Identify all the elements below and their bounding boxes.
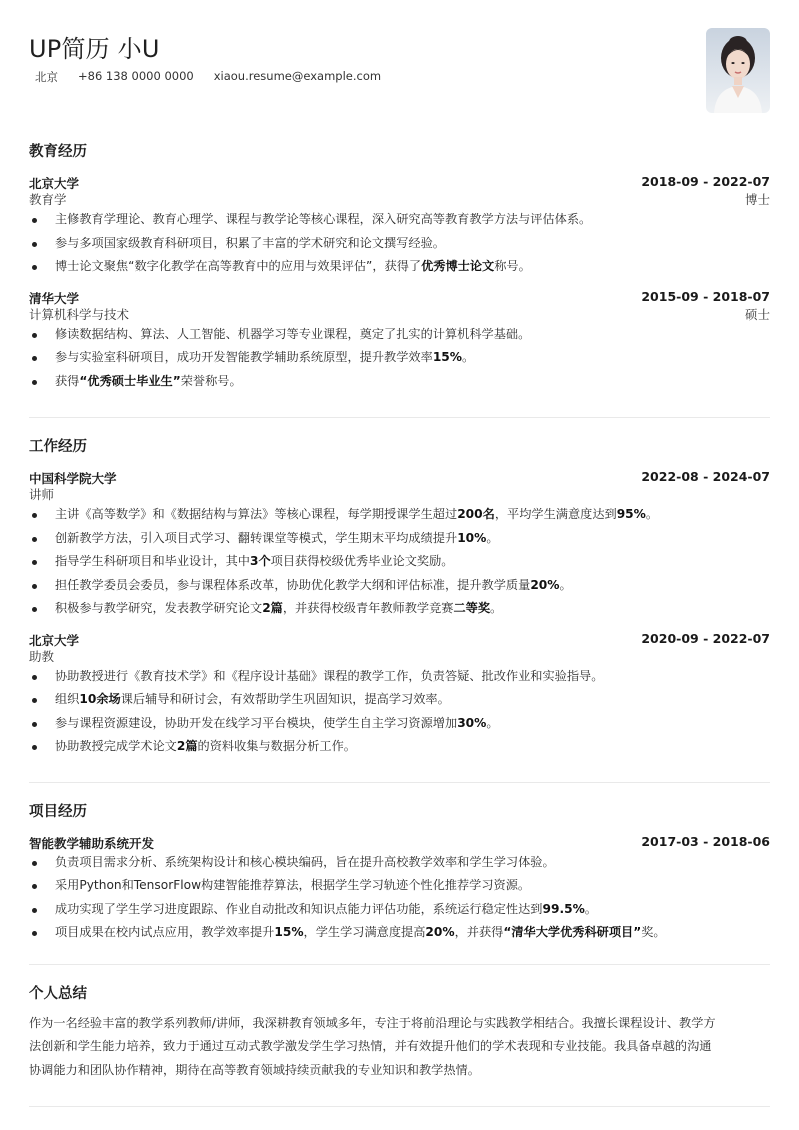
bullet-item: 组织10余场课后辅导和研讨会，有效帮助学生巩固知识，提高学习效率。 — [29, 688, 770, 712]
contact-phone: +86 138 0000 0000 — [78, 69, 194, 83]
bullet-item: 参与多项国家级教育科研项目，积累了丰富的学术研究和论文撰写经验。 — [29, 232, 770, 256]
bullet-item: 获得“优秀硕士毕业生”荣誉称号。 — [29, 370, 770, 394]
bullet-list — [29, 503, 770, 621]
section-divider — [29, 964, 770, 965]
bullet-item: 指导学生科研项目和毕业设计，其中3个项目获得校级优秀毕业论文奖励。 — [29, 550, 770, 574]
candidate-name: UP简历 小U — [29, 35, 160, 63]
section-education — [29, 140, 770, 393]
resume-header — [29, 0, 770, 120]
section-divider — [29, 782, 770, 783]
job-title: 讲师 — [29, 487, 55, 502]
date-range: 2022-08 - 2024-07 — [641, 469, 770, 484]
portrait-icon — [706, 28, 770, 113]
bullet-item: 创新教学方法，引入项目式学习、翻转课堂等模式，学生期末平均成绩提升10%。 — [29, 527, 770, 551]
section-projects — [29, 800, 770, 945]
bullet-list — [29, 323, 770, 394]
bullet-item: 主修教育学理论、教育心理学、课程与教学论等核心课程，深入研究高等教育教学方法与评估体系。 — [29, 208, 770, 232]
school-name: 北京大学 — [29, 176, 80, 191]
bullet-item: 采用Python和TensorFlow构建智能推荐算法，根据学生学习轨迹个性化推荐学习资源。 — [29, 874, 770, 898]
bullet-item: 博士论文聚焦“数字化教学在高等教育中的应用与效果评估”，获得了优秀博士论文称号。 — [29, 255, 770, 279]
employer-name: 北京大学 — [29, 632, 80, 648]
bullet-item: 参与实验室科研项目，成功开发智能教学辅助系统原型，提升教学效率15%。 — [29, 346, 770, 370]
education-entry — [29, 174, 770, 279]
bullet-item: 成功实现了学生学习进度跟踪、作业自动批改和知识点能力评估功能，系统运行稳定性达到99.5%。 — [29, 898, 770, 922]
section-work — [29, 435, 770, 759]
section-divider — [29, 1106, 770, 1107]
degree: 硕士 — [744, 306, 770, 322]
bullet-item: 担任教学委员会委员，参与课程体系改革，协助优化教学大纲和评估标准，提升教学质量20%。 — [29, 574, 770, 598]
education-entry — [29, 289, 770, 394]
profile-photo — [706, 28, 770, 113]
summary-text: 作为一名经验丰富的教学系列教师/讲师，我深耕教育领域多年，专注于将前沿理论与实践教学相结合。我擅长课程设计、教学方 法创新和学生能力培养，致力于通过互动式教学激发学生学习热情，并有效提升他们的学术表现和专业技能。我具备卓越的沟通 协调能力和团队协作精神，期待在高等教育领域持续贡献我的专业知识和教学热情。 — [29, 1015, 716, 1077]
degree: 博士 — [744, 192, 770, 207]
section-title-work: 工作经历 — [29, 439, 87, 455]
school-name: 清华大学 — [29, 290, 80, 306]
major: 计算机科学与技术 — [29, 306, 130, 322]
bullet-item: 参与课程资源建设，协助开发在线学习平台模块，使学生自主学习资源增加30%。 — [29, 712, 770, 736]
project-entry — [29, 834, 770, 945]
bullet-item: 负责项目需求分析、系统架构设计和核心模块编码，旨在提升高校教学效率和学生学习体验。 — [29, 851, 770, 875]
major: 教育学 — [29, 192, 67, 207]
section-divider — [29, 417, 770, 418]
contact-email: xiaou.resume@example.com — [213, 69, 382, 83]
job-title: 助教 — [29, 648, 55, 664]
bullet-item: 修读数据结构、算法、人工智能、机器学习等专业课程，奠定了扎实的计算机科学基础。 — [29, 323, 770, 347]
bullet-item: 项目成果在校内试点应用，教学效率提升15%，学生学习满意度提高20%，并获得“清华大学优秀科研项目”奖。 — [29, 921, 770, 945]
bullet-item: 协助教授进行《教育技术学》和《程序设计基础》课程的教学工作，负责答疑、批改作业和实验指导。 — [29, 665, 770, 689]
date-range: 2015-09 - 2018-07 — [641, 288, 770, 304]
date-range: 2020-09 - 2022-07 — [641, 630, 770, 646]
bullet-item: 主讲《高等数学》和《数据结构与算法》等核心课程，每学期授课学生超过200名，平均学生满意度达到95%。 — [29, 503, 770, 527]
resume-page — [29, 0, 770, 1107]
project-name: 智能教学辅助系统开发 — [29, 835, 155, 851]
section-title-summary: 个人总结 — [29, 985, 87, 1002]
work-entry — [29, 469, 770, 621]
date-range: 2018-09 - 2022-07 — [641, 174, 770, 189]
section-title-education: 教育经历 — [29, 144, 87, 160]
section-summary — [29, 982, 770, 1083]
contact-city: 北京 — [35, 70, 58, 84]
contact-info — [35, 69, 381, 85]
section-title-projects: 项目经历 — [29, 803, 87, 820]
work-entry — [29, 631, 770, 759]
bullet-list — [29, 665, 770, 759]
bullet-list — [29, 851, 770, 945]
bullet-item: 积极参与教学研究，发表教学研究论文2篇，并获得校级青年教师教学竞赛二等奖。 — [29, 597, 770, 621]
date-range: 2017-03 - 2018-06 — [641, 833, 770, 849]
bullet-list — [29, 208, 770, 279]
bullet-item: 协助教授完成学术论文2篇的资料收集与数据分析工作。 — [29, 735, 770, 759]
employer-name: 中国科学院大学 — [29, 471, 117, 486]
